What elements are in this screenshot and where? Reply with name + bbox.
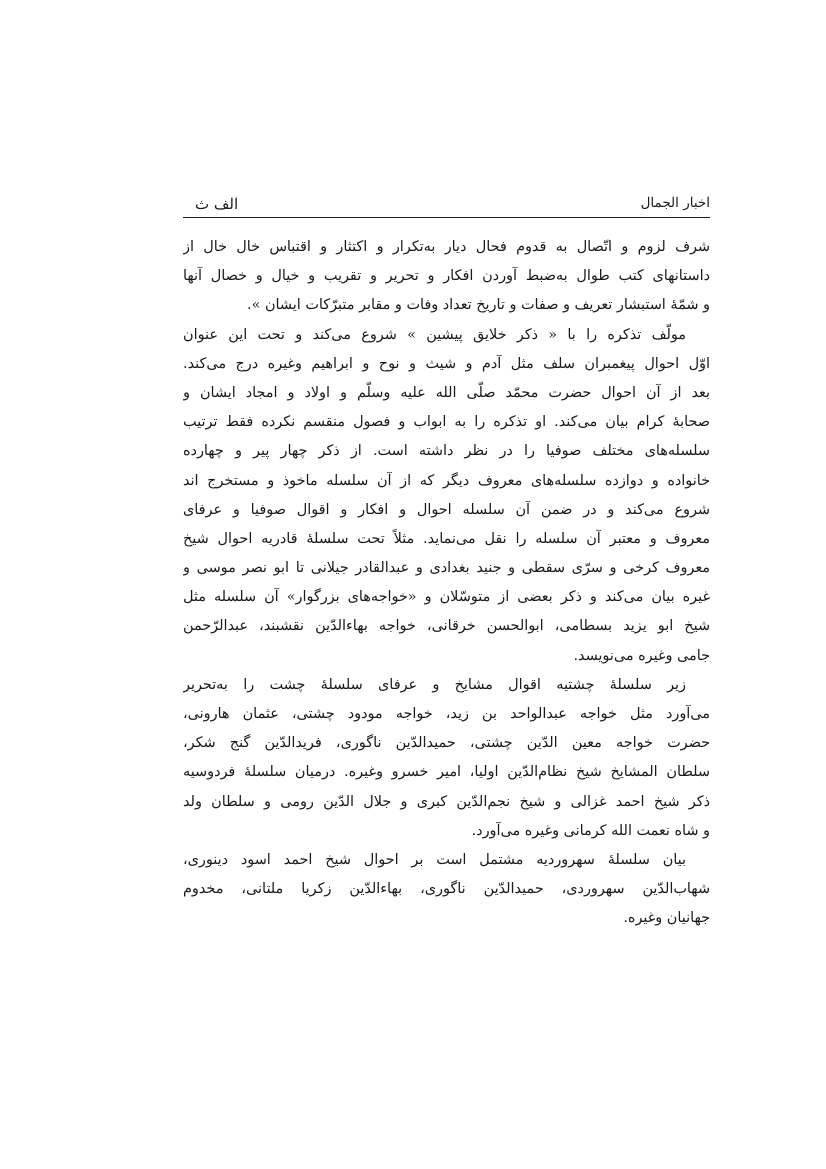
text-line: مولّف تذکره را با « ذکر خلایق پیشین » شروع می‌کند و تحت این عنوان bbox=[183, 326, 686, 343]
text-line: و شاه نعمت الله کرمانی وغیره می‌آورد. bbox=[471, 822, 710, 839]
text-line: شیخ ابو یزید بسطامی، ابوالحسن خرقانی، خواجه بهاءالدّین نقشبند، عبدالرّحمن bbox=[183, 618, 710, 635]
text-body bbox=[183, 233, 710, 934]
text-line: معروف و معتبر آن سلسله را نقل می‌نماید. مثلاً تحت سلسلهٔ قادریه احوال شیخ bbox=[183, 530, 710, 547]
text-line: شهاب‌الدّین سهروردی، حمیدالدّین ناگوری، بهاءالدّین زکریا ملتانی، مخدوم bbox=[183, 881, 710, 898]
text-line: خانواده و دوازده سلسله‌های معروف دیگر که از آن سلسله ماخوذ و مستخرج اند bbox=[183, 472, 710, 489]
paragraph bbox=[183, 846, 710, 934]
text-line: ذکر شیخ احمد غزالی و شیخ نجم‌الدّین کبری و جلال الدّین رومی و سلطان ولد bbox=[183, 793, 710, 810]
running-title: اخبار الجمال bbox=[640, 195, 710, 211]
text-line: شرف لزوم و اتّصال به قدوم فحال دیار به‌تکرار و اکتثار و اقتباس خال خال از bbox=[183, 239, 710, 255]
text-line: معروف کرخی و سرّی سقطی و جنید بغدادی و عبدالقادر جیلانی تا ابو نصر موسی و bbox=[183, 560, 710, 577]
text-line: غیره بیان می‌کند و ذکر بعضی از متوسّلان و «خواجه‌های بزرگوار» آن سلسله مثل bbox=[183, 589, 710, 606]
text-line: بعد از آن احوال حضرت محمّد صلّی الله علیه وسلّم و اولاد و امجاد ایشان و bbox=[183, 384, 710, 401]
text-line: زیر سلسلهٔ چشتیه اقوال مشایخ و عرفای سلسلهٔ چشت را به‌تحریر bbox=[183, 676, 686, 693]
paragraph bbox=[183, 233, 710, 321]
text-line: داستانهای کتب طوال به‌ضبط آوردن افکار و تحریر و تقریب و خیال و خصال آنها bbox=[183, 268, 710, 285]
page-number: الف ث bbox=[195, 195, 239, 213]
text-line: حضرت خواجه معین الدّین چشتی، حمیدالدّین ناگوری، فریدالدّین گنج شکر، bbox=[183, 735, 710, 752]
text-line: بیان سلسلهٔ سهروردیه مشتمل است بر احوال شیخ احمد اسود دینوری، bbox=[183, 851, 686, 868]
text-line: و شمّهٔ استبشار تعریف و صفات و تاریخ تعداد وفات و مقابر متبرّکات ایشان ». bbox=[247, 297, 710, 314]
page-header bbox=[183, 191, 710, 219]
header-rule bbox=[183, 217, 710, 218]
text-line: جهانیان وغیره. bbox=[623, 910, 710, 927]
text-line: شروع می‌کند و در ضمن آن سلسله احوال و افکار و اقوال صوفیا و عرفای bbox=[183, 501, 710, 518]
paragraph bbox=[183, 321, 710, 671]
text-line: می‌آورد مثل خواجه عبدالواحد بن زید، خواجه مودود چشتی، عثمان هارونی، bbox=[183, 706, 710, 722]
text-line: سلسله‌های مختلف صوفیا را در نظر داشته است. از ذکر چهار پیر و چهارده bbox=[183, 443, 710, 460]
text-line: صحابهٔ کرام بیان می‌کند. او تذکره را به ابواب و فصول منقسم نکرده فقط ترتیب bbox=[183, 414, 710, 431]
text-line: جامی وغیره می‌نویسد. bbox=[573, 647, 710, 664]
text-line: اوّل احوال پیغمبران سلف مثل آدم و شیث و نوح و ابراهیم وغیره درج می‌کند. bbox=[183, 355, 710, 372]
paragraph bbox=[183, 671, 710, 846]
text-line: سلطان المشایخ شیخ نظام‌الدّین اولیا، امیر خسرو وغیره. درمیان سلسلهٔ فردوسیه bbox=[183, 764, 710, 781]
